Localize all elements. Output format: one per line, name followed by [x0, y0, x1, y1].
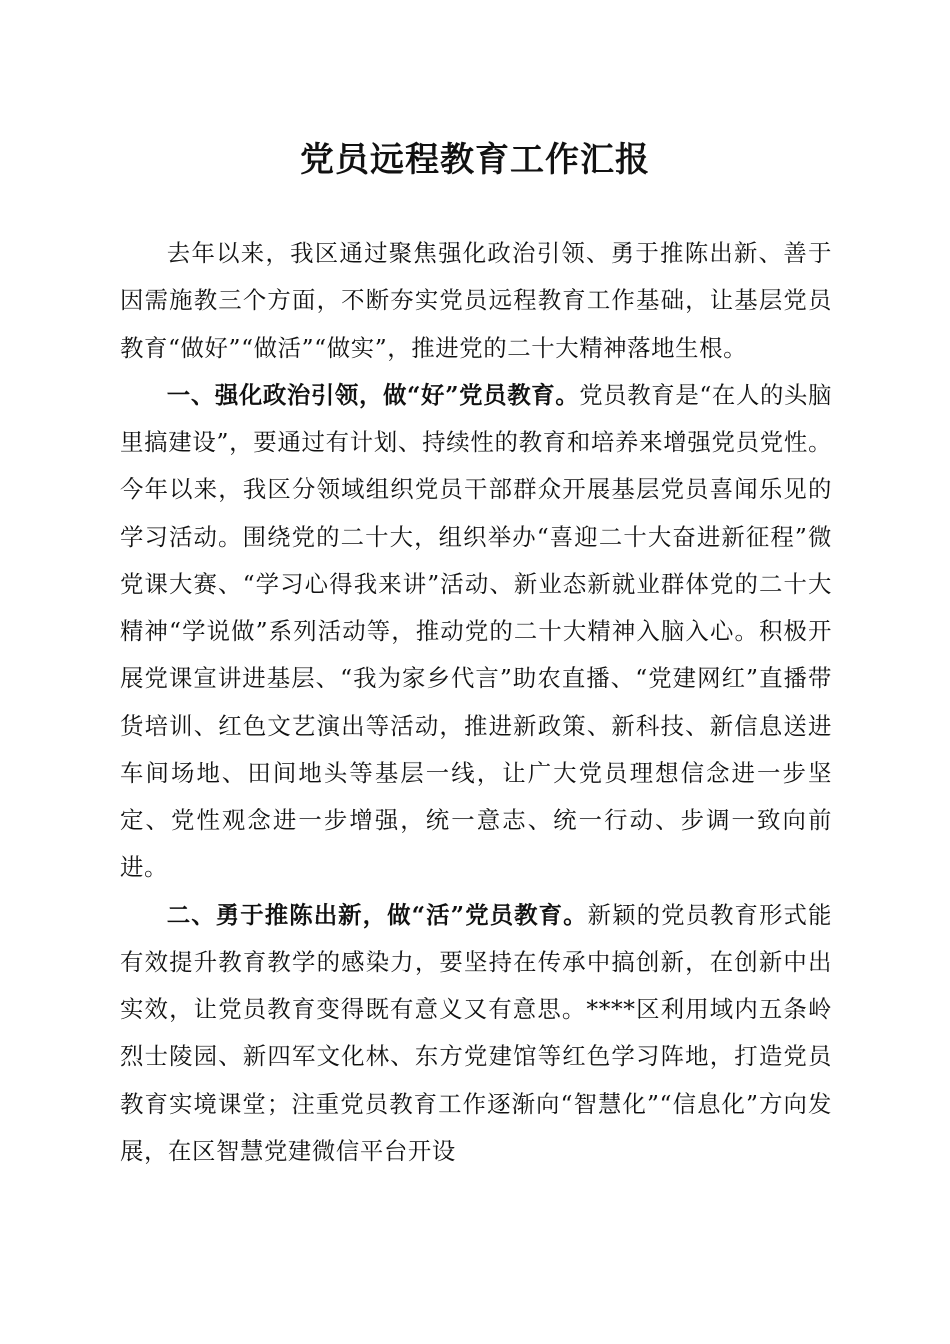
section-one-text: 党员教育是“在人的头脑里搞建设”，要通过有计划、持续性的教育和培养来增强党员党性。今年以来，我区分领域组织党员干部群众开展基层党员喜闻乐见的学习活动。围绕党的二十大，组织举办“喜迎二十大奋进新征程”微党课大赛、“学习心得我来讲”活动、新业态新就业群体党的二十大精神“学说做”系列活动等，推动党的二十大精神入脑入心。积极开展党课宣讲进基层、“我为家乡代言”助农直播、“党建网红”直播带货培训、红色文艺演出等活动，推进新政策、新科技、新信息送进车间场地、田间地头等基层一线，让广大党员理想信念进一步坚定、党性观念进一步增强，统一意志、统一行动、步调一致向前进。	[120, 380, 832, 882]
section-one-paragraph	[120, 372, 832, 892]
document-body	[120, 230, 832, 1175]
section-one-heading: 一、强化政治引领，做“好”党员教育。	[166, 380, 580, 409]
document-title: 党员远程教育工作汇报	[300, 140, 650, 180]
section-two-heading: 二、勇于推陈出新，做“活”党员教育。	[166, 900, 588, 929]
section-two-text: 新颖的党员教育形式能有效提升教育教学的感染力，要坚持在传承中搞创新，在创新中出实效，让党员教育变得既有意义又有意思。****区利用域内五条岭烈士陵园、新四军文化林、东方党建馆等红色学习阵地，打造党员教育实境课堂；注重党员教育工作逐渐向“智慧化”“信息化”方向发展，在区智慧党建微信平台开设	[120, 900, 832, 1165]
intro-paragraph-text: 去年以来，我区通过聚焦强化政治引领、勇于推陈出新、善于因需施教三个方面，不断夯实党员远程教育工作基础，让基层党员教育“做好”“做活”“做实”，推进党的二十大精神落地生根。	[120, 239, 832, 362]
intro-paragraph	[120, 230, 832, 372]
section-two-paragraph	[120, 892, 832, 1176]
